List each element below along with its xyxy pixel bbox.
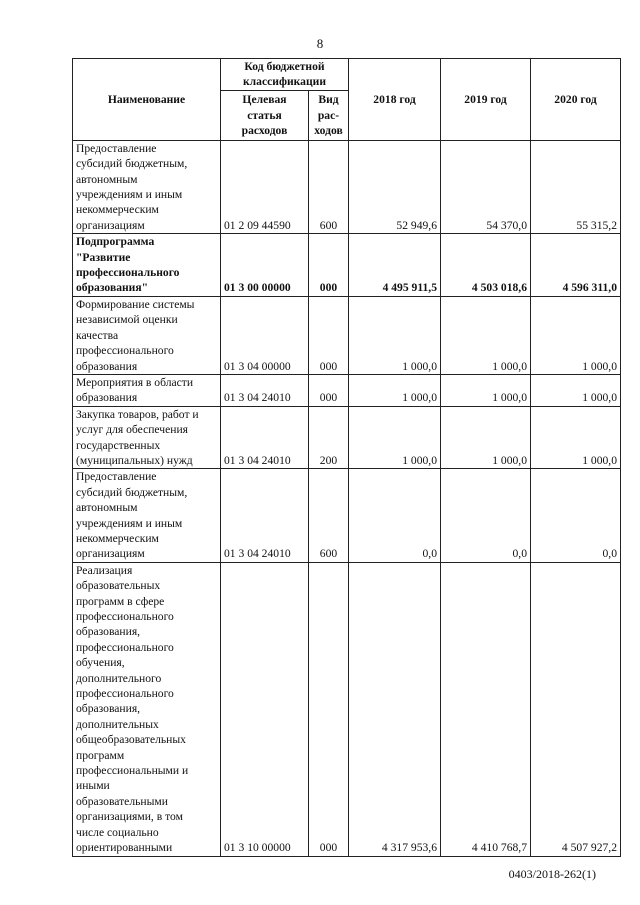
row-value-2018: 4 495 911,5 [349, 234, 441, 297]
header-2019: 2019 год [441, 59, 531, 141]
table-row [73, 140, 621, 233]
row-expense-type: 600 [309, 469, 349, 562]
row-name: Предоставление субсидий бюджетным, автономным учреждениям и иным некоммерческим организациям [73, 469, 221, 562]
table-row [73, 562, 621, 856]
row-name: Мероприятия в области образования [73, 374, 221, 406]
row-target-code: 01 3 04 24010 [221, 469, 309, 562]
row-value-2020: 0,0 [531, 469, 621, 562]
row-value-2020: 55 315,2 [531, 140, 621, 233]
row-target-code: 01 3 04 00000 [221, 296, 309, 374]
row-value-2019: 0,0 [441, 469, 531, 562]
document-code: 0403/2018-262(1) [508, 867, 596, 881]
row-value-2018: 1 000,0 [349, 374, 441, 406]
row-value-2019: 4 503 018,6 [441, 234, 531, 297]
header-2018: 2018 год [349, 59, 441, 141]
row-name: Закупка товаров, работ и услуг для обеспечения государственных (муниципальных) нужд [73, 406, 221, 469]
header-code-group: Код бюджетной классификации [221, 59, 349, 91]
table-row [73, 469, 621, 562]
budget-table [72, 58, 621, 857]
row-value-2018: 0,0 [349, 469, 441, 562]
table-body [73, 140, 621, 856]
row-value-2020: 1 000,0 [531, 296, 621, 374]
row-expense-type: 000 [309, 234, 349, 297]
header-name: Наименование [73, 59, 221, 141]
row-expense-type: 000 [309, 374, 349, 406]
row-name: Реализация образовательных программ в сфере профессионального образования, профессионального обучения, дополнительного профессионального образования, дополнительных общеобразовательных программ профессиональными и иными образовательными организациями, в том числе социально ориентированными [73, 562, 221, 856]
row-value-2018: 52 949,6 [349, 140, 441, 233]
table-row [73, 406, 621, 469]
row-expense-type: 000 [309, 296, 349, 374]
row-name: Подпрограмма "Развитие профессионального образования" [73, 234, 221, 297]
table-row [73, 374, 621, 406]
row-value-2019: 1 000,0 [441, 296, 531, 374]
row-value-2018: 1 000,0 [349, 296, 441, 374]
row-value-2019: 1 000,0 [441, 374, 531, 406]
row-target-code: 01 3 04 24010 [221, 406, 309, 469]
page-number: 8 [316, 36, 324, 51]
table-row [73, 234, 621, 297]
row-value-2019: 54 370,0 [441, 140, 531, 233]
row-target-code: 01 3 00 00000 [221, 234, 309, 297]
row-value-2020: 1 000,0 [531, 374, 621, 406]
header-expense-type: Вид рас- ходов [309, 90, 349, 140]
row-expense-type: 600 [309, 140, 349, 233]
header-2020: 2020 год [531, 59, 621, 141]
row-target-code: 01 3 10 00000 [221, 562, 309, 856]
row-target-code: 01 3 04 24010 [221, 374, 309, 406]
row-name: Формирование системы независимой оценки качества профессионального образования [73, 296, 221, 374]
row-value-2020: 4 507 927,2 [531, 562, 621, 856]
row-value-2020: 1 000,0 [531, 406, 621, 469]
row-expense-type: 200 [309, 406, 349, 469]
row-value-2018: 1 000,0 [349, 406, 441, 469]
row-value-2018: 4 317 953,6 [349, 562, 441, 856]
header-target-article: Целевая статья расходов [221, 90, 309, 140]
row-value-2020: 4 596 311,0 [531, 234, 621, 297]
table-row [73, 296, 621, 374]
row-value-2019: 4 410 768,7 [441, 562, 531, 856]
row-target-code: 01 2 09 44590 [221, 140, 309, 233]
row-value-2019: 1 000,0 [441, 406, 531, 469]
row-expense-type: 000 [309, 562, 349, 856]
row-name: Предоставление субсидий бюджетным, автономным учреждениям и иным некоммерческим организациям [73, 140, 221, 233]
